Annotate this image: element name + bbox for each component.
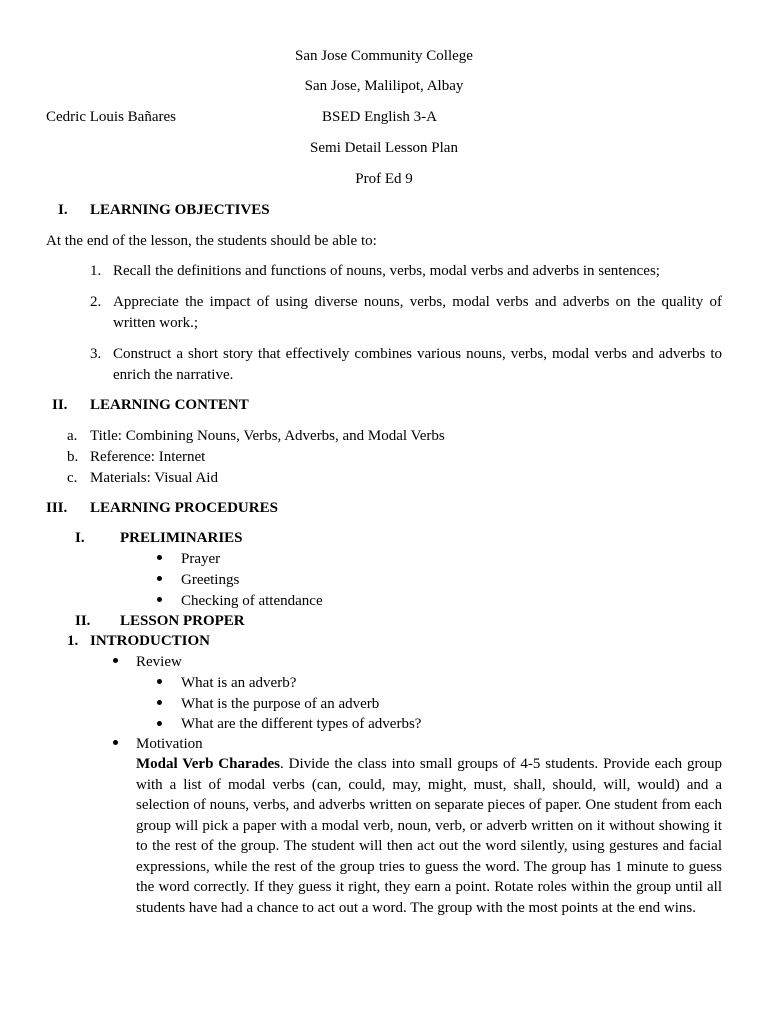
college-address: San Jose, Malilipot, Albay — [304, 78, 464, 94]
introduction-heading: INTRODUCTION — [90, 633, 211, 649]
activity-title: Modal Verb Charades — [136, 756, 280, 772]
content-letter: b. — [67, 449, 79, 465]
objective-text: Recall the definitions and functions of nouns, verbs, modal verbs and adverbs in sentences; — [113, 263, 660, 279]
bullet-icon — [113, 658, 118, 663]
bullet-icon — [113, 740, 118, 745]
review-question: What is an adverb? — [181, 675, 297, 691]
content-numeral: II. — [52, 397, 68, 413]
procedures-heading: LEARNING PROCEDURES — [90, 500, 278, 516]
motivation-activity — [136, 754, 722, 918]
review-question: What are the different types of adverbs? — [181, 716, 422, 732]
motivation-label: Motivation — [136, 736, 203, 752]
content-item: Reference: Internet — [90, 449, 206, 465]
preliminary-item: Greetings — [181, 572, 240, 588]
objective-number: 1. — [90, 263, 102, 279]
content-item: Materials: Visual Aid — [90, 470, 218, 486]
review-question: What is the purpose of an adverb — [181, 696, 380, 712]
bullet-icon — [157, 597, 162, 602]
preliminaries-heading: PRELIMINARIES — [120, 530, 243, 546]
bullet-icon — [157, 576, 162, 581]
bullet-icon — [157, 555, 162, 560]
bullet-icon — [157, 721, 162, 726]
procedures-numeral: III. — [46, 500, 68, 516]
content-heading: LEARNING CONTENT — [90, 397, 249, 413]
college-name: San Jose Community College — [295, 48, 473, 64]
activity-description: . Divide the class into small groups of 4-5 students. Provide each group with a list of modal verbs (can, could, may, might, must, shall, should, will, would) and a selection of nouns, verbs, and adverbs written on separate pieces of paper. One student from each group will pick a paper with a modal verb, noun, verb, or adverb written on it without showing it to the rest of the group. The student will then act out the word silently, using gestures and facial expressions, while the rest of the group tries to guess the word. The group has 1 minute to guess the word correctly. If they guess it right, they earn a point. Rotate roles within the group until all students have had a chance to act out a word. The group with the most points at the end wins. — [136, 756, 723, 916]
objective-text: Construct a short story that effectively combines various nouns, verbs, modal verbs and adverbs to enrich the narrative. — [113, 346, 722, 383]
introduction-number: 1. — [67, 633, 79, 649]
bullet-icon — [157, 679, 162, 684]
content-letter: c. — [67, 470, 78, 486]
objectives-numeral: I. — [58, 202, 68, 218]
preliminaries-numeral: I. — [75, 530, 85, 546]
review-label: Review — [136, 654, 182, 670]
objective-number: 2. — [90, 294, 102, 310]
preliminary-item: Checking of attendance — [181, 593, 323, 609]
content-letter: a. — [67, 428, 78, 444]
lesson-proper-heading: LESSON PROPER — [120, 613, 245, 629]
objective-text: Appreciate the impact of using diverse nouns, verbs, modal verbs and adverbs on the quality of written work.; — [113, 294, 722, 331]
class-section: BSED English 3-A — [322, 109, 438, 125]
content-item: Title: Combining Nouns, Verbs, Adverbs, and Modal Verbs — [90, 428, 445, 444]
preliminary-item: Prayer — [181, 551, 221, 567]
objectives-heading: LEARNING OBJECTIVES — [90, 202, 270, 218]
author-name: Cedric Louis Bañares — [46, 109, 176, 125]
lesson-proper-numeral: II. — [75, 613, 91, 629]
document-type: Semi Detail Lesson Plan — [310, 140, 458, 156]
course-code: Prof Ed 9 — [355, 171, 413, 187]
bullet-icon — [157, 700, 162, 705]
objectives-intro: At the end of the lesson, the students should be able to: — [46, 233, 377, 249]
objective-number: 3. — [90, 346, 102, 362]
